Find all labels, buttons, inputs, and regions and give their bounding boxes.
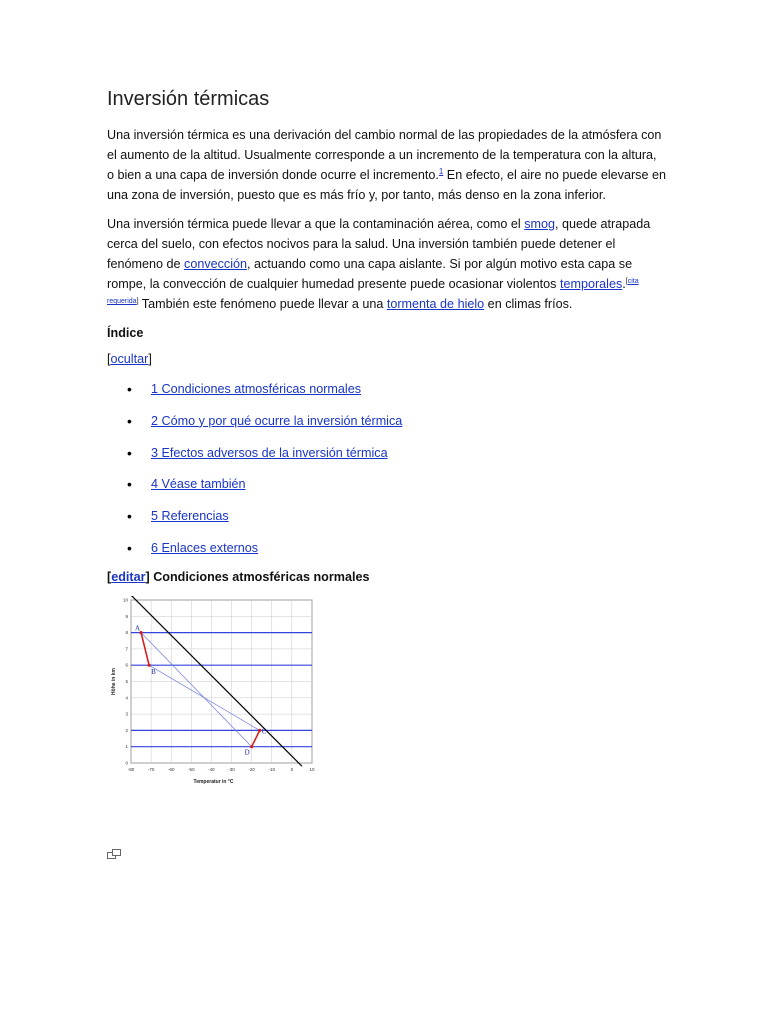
p2-text-1: Una inversión térmica puede llevar a que la contaminación aérea, como el [107, 217, 525, 231]
second-paragraph [107, 214, 667, 314]
edit-bracket-close: ] [145, 569, 150, 584]
point-label-d: D [244, 748, 250, 757]
cite-bracket-open: [ [625, 277, 628, 285]
x-axis-label: Temperatur in °C [193, 778, 234, 785]
reference-1-link[interactable]: 1 [438, 166, 444, 176]
y-tick-label: 1 [125, 743, 128, 749]
toc-link-5[interactable]: 5 Referencias [151, 509, 229, 524]
y-tick-label: 8 [125, 629, 128, 635]
y-tick-label: 9 [125, 613, 128, 619]
toc-toggle [107, 352, 667, 366]
x-tick-label: 0 [290, 766, 294, 772]
p2-text-4: . [622, 277, 626, 291]
y-tick-label: 10 [122, 597, 128, 603]
point-label-a: A [135, 624, 141, 633]
chart-svg [110, 596, 315, 788]
point-b [148, 663, 151, 666]
section-heading [107, 570, 667, 584]
x-tick-label: -60 [167, 766, 175, 772]
cita-requerida-link[interactable]: cita requerida [107, 277, 639, 305]
point-d [250, 745, 253, 748]
intro-text-1: Una inversión térmica es una derivación del cambio normal de las propiedades de la atmósfera con el aumento de la altitud. Usualmente corresponde a un incremento de la temperatura con la altura, o bien a una capa de inversión donde ocurre el incremento. [107, 128, 662, 182]
toc-item [107, 538, 667, 558]
temporales-link[interactable]: temporales [559, 277, 623, 291]
article [107, 88, 667, 793]
y-tick-label: 3 [125, 711, 128, 717]
toc-item [107, 379, 667, 399]
x-tick-label: -50 [188, 766, 195, 772]
x-tick-label: -30 [228, 766, 235, 772]
toc-link-1[interactable]: 1 Condiciones atmosféricas normales [151, 382, 361, 396]
toggle-bracket-open: [ [107, 352, 111, 366]
p2-text-6: en climas fríos. [484, 297, 573, 311]
edit-section-link[interactable]: editar [111, 569, 146, 584]
toc-title: Índice [107, 326, 144, 340]
toc-link-3[interactable]: 3 Efectos adversos de la inversión térmica [151, 445, 388, 460]
tormenta-de-hielo-link[interactable]: tormenta de hielo [386, 297, 485, 311]
x-tick-label: -10 [268, 766, 276, 772]
x-tick-label: -70 [147, 766, 155, 772]
conveccion-link[interactable]: convección [184, 257, 248, 271]
y-tick-label: 4 [125, 695, 128, 701]
y-tick-label: 2 [125, 727, 128, 733]
intro-paragraph [107, 125, 667, 205]
x-tick-label: 10 [309, 766, 315, 772]
expand-image-icon[interactable] [107, 849, 121, 859]
edit-bracket-open: [ [107, 569, 112, 584]
y-tick-label: 5 [125, 678, 128, 684]
y-tick-label: 0 [125, 760, 128, 766]
toc-link-2[interactable]: 2 Cómo y por qué ocurre la inversión térmica [151, 413, 403, 428]
intro-text-2: En efecto, el aire no puede elevarse en una zona de inversión, puesto que es más frío y, por tanto, más denso en la zona inferior. [107, 168, 666, 202]
x-tick-label: -20 [248, 766, 255, 772]
p2-text-5: También este fenómeno puede llevar a una [138, 297, 387, 311]
toc-item [107, 474, 667, 494]
toc-item [107, 411, 667, 431]
toc-link-4[interactable]: 4 Véase también [151, 477, 246, 492]
toc-list [107, 379, 667, 558]
toggle-bracket-close: ] [148, 352, 152, 366]
y-tick-label: 6 [125, 662, 128, 668]
smog-link[interactable]: smog [524, 217, 556, 231]
y-tick-label: 7 [125, 646, 128, 652]
x-tick-label: -80 [127, 766, 135, 772]
x-tick-label: -40 [208, 766, 215, 772]
y-axis-label: Höhe in km [111, 667, 117, 695]
cite-bracket-close: ] [136, 297, 139, 305]
point-label-c: C [261, 727, 267, 736]
toc-item [107, 506, 667, 526]
point-label-b: B [151, 667, 156, 676]
p2-text-2: , quede atrapada cerca del suelo, con efectos nocivos para la salud. Una inversión también puede detener el fenómeno de [107, 217, 651, 271]
page-title: Inversión térmicas [107, 88, 270, 110]
temperature-altitude-chart [110, 596, 667, 793]
p2-text-3: , actuando como una capa aislante. Si por algún motivo esta capa se rompe, la convección de cualquier humedad presente puede ocasionar violentos [107, 257, 633, 291]
section-title: Condiciones atmosféricas normales [149, 569, 370, 584]
toc-hide-link[interactable]: ocultar [110, 352, 149, 366]
toc-item [107, 443, 667, 463]
toc-link-6[interactable]: 6 Enlaces externos [151, 540, 259, 555]
